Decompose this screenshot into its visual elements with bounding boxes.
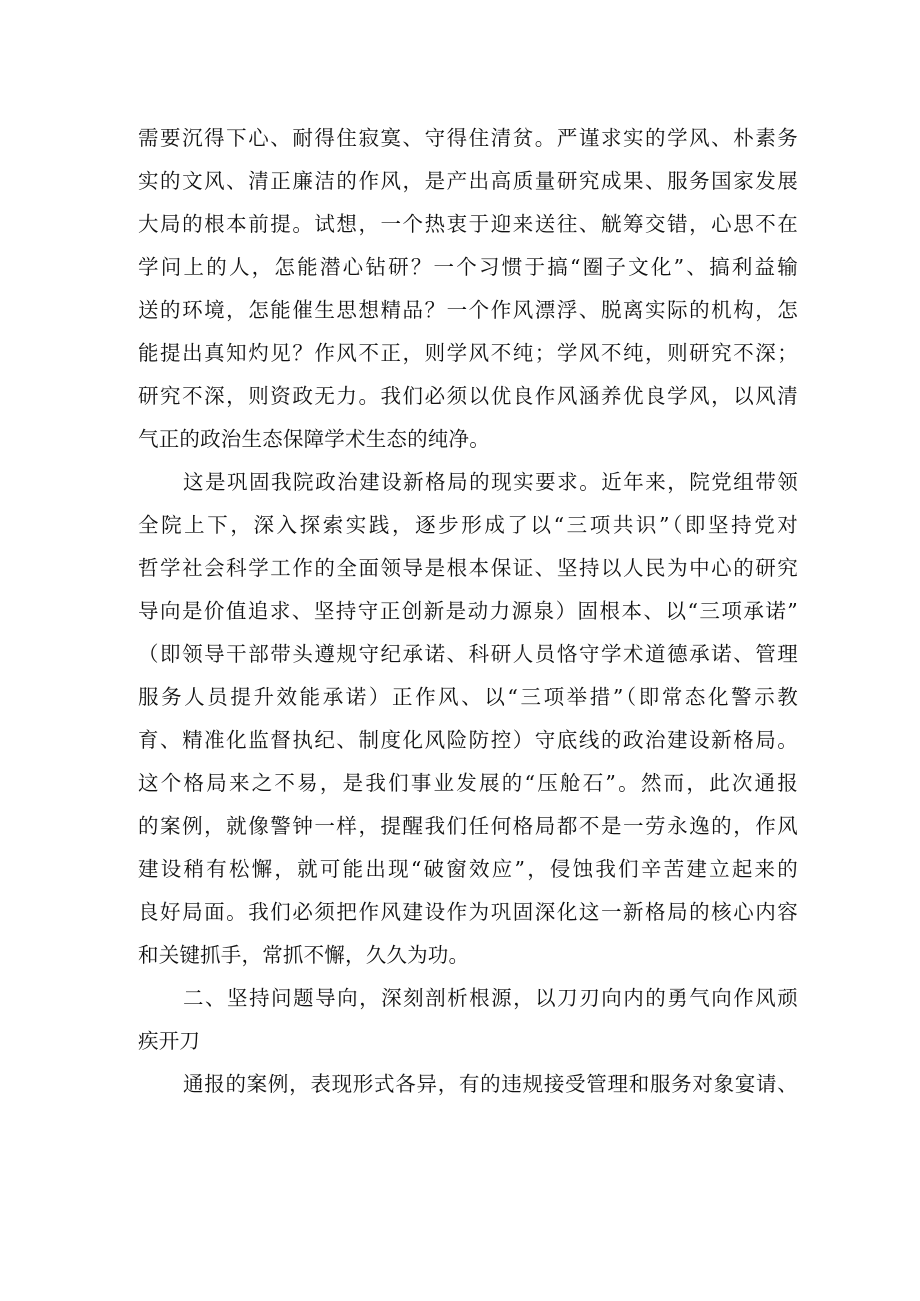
section-heading-line: 二、坚持问题导向，深刻剖析根源，以刀刃向内的勇气向作风顽 <box>183 986 798 1010</box>
paragraph-line: 良好局面。我们必须把作风建设作为巩固深化这一新格局的核心内容 <box>138 900 798 924</box>
paragraph-line: 全院上下，深入探索实践，逐步形成了以“三项共识”（即坚持党对 <box>138 513 798 537</box>
paragraph-line: 服务人员提升效能承诺）正作风、以“三项举措”（即常态化警示教 <box>138 685 798 709</box>
paragraph-first-line: 通报的案例，表现形式各异，有的违规接受管理和服务对象宴请、 <box>183 1072 798 1096</box>
paragraph-first-line: 这是巩固我院政治建设新格局的现实要求。近年来，院党组带领 <box>183 470 798 494</box>
paragraph-line: 育、精准化监督执纪、制度化风险防控）守底线的政治建设新格局。 <box>138 728 798 752</box>
paragraph-line: 这个格局来之不易，是我们事业发展的“压舱石”。然而，此次通报 <box>138 771 798 795</box>
paragraph-line: 导向是价值追求、坚持守正创新是动力源泉）固根本、以“三项承诺” <box>138 599 798 623</box>
paragraph-line: 实的文风、清正廉洁的作风，是产出高质量研究成果、服务国家发展 <box>138 169 798 193</box>
paragraph-line: 气正的政治生态保障学术生态的纯净。 <box>138 427 490 451</box>
paragraph-line: 建设稍有松懈，就可能出现“破窗效应”，侵蚀我们辛苦建立起来的 <box>138 857 798 881</box>
paragraph-line: 需要沉得下心、耐得住寂寞、守得住清贫。严谨求实的学风、朴素务 <box>138 126 798 150</box>
paragraph-line: 能提出真知灼见？作风不正，则学风不纯；学风不纯，则研究不深； <box>138 341 798 365</box>
paragraph-line: 和关键抓手，常抓不懈，久久为功。 <box>138 943 470 967</box>
paragraph-line: 大局的根本前提。试想，一个热衷于迎来送往、觥筹交错，心思不在 <box>138 212 798 236</box>
paragraph-line: 哲学社会科学工作的全面领导是根本保证、坚持以人民为中心的研究 <box>138 556 798 580</box>
paragraph-line: 的案例，就像警钟一样，提醒我们任何格局都不是一劳永逸的，作风 <box>138 814 798 838</box>
section-heading-line: 疾开刀 <box>138 1029 201 1053</box>
paragraph-line: 学问上的人，怎能潜心钻研？一个习惯于搞“圈子文化”、搞利益输 <box>138 255 798 279</box>
paragraph-line: 研究不深，则资政无力。我们必须以优良作风涵养优良学风，以风清 <box>138 384 798 408</box>
paragraph-line: （即领导干部带头遵规守纪承诺、科研人员恪守学术道德承诺、管理 <box>138 642 798 666</box>
paragraph-line: 送的环境，怎能催生思想精品？一个作风漂浮、脱离实际的机构，怎 <box>138 298 798 322</box>
